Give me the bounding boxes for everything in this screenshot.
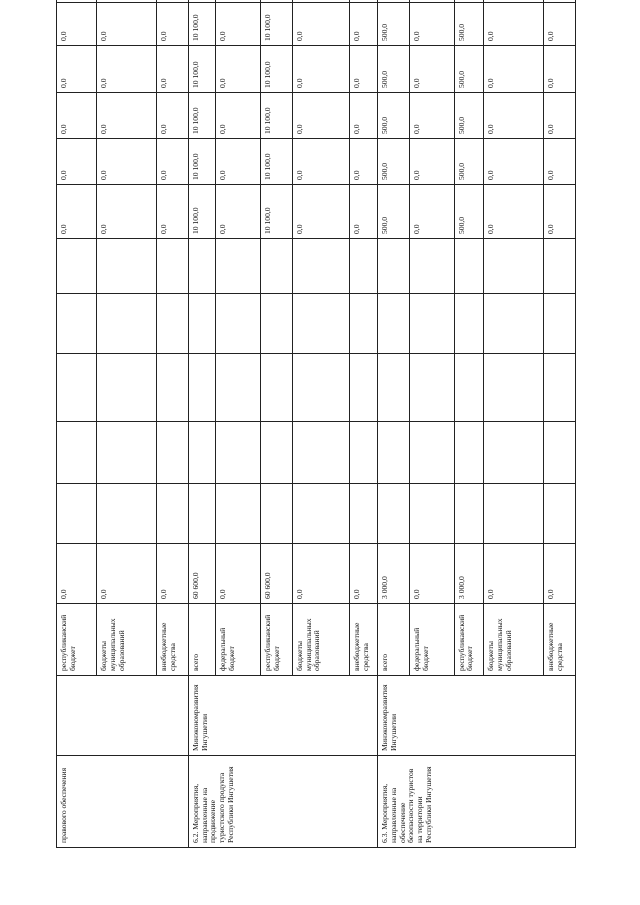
empty-cell [97,422,157,484]
empty-cell [188,294,216,354]
year-value-cell: 0,0 [156,139,188,185]
funding-source-cell: республиканский бюджет [261,604,293,676]
year-value-cell: 500,0 [378,46,410,93]
empty-cell [261,422,293,484]
empty-cell [261,294,293,354]
year-value-cell: 0,0 [156,46,188,93]
measure-name-cell: 6.2. Мероприятия, направленные на продвижение туристского продукта Республики Ингушетия [188,756,377,848]
year-value-cell: 0,0 [409,139,454,185]
empty-cell [350,422,378,484]
year-value-cell: 10 100,0 [261,46,293,93]
funding-source-cell: всего [188,604,216,676]
year-value-cell: 0,0 [293,46,350,93]
year-value-cell: 0,0 [156,185,188,239]
total-cell: 0,0 [156,544,188,604]
year-value-cell: 0,0 [543,46,575,93]
empty-cell [350,239,378,294]
responsible-cell: Минэкономразвития Ингушетии [378,676,576,756]
table-row [378,0,410,848]
year-value-cell [156,0,188,3]
empty-cell [378,354,410,422]
total-cell: 0,0 [350,544,378,604]
total-cell: 3 000,0 [378,544,410,604]
empty-cell [293,422,350,484]
total-cell: 0,0 [543,544,575,604]
empty-cell [216,484,261,544]
empty-cell [409,354,454,422]
year-value-cell: 0,0 [156,3,188,46]
table-body [57,0,576,848]
empty-cell [409,422,454,484]
year-value-cell: 0,0 [350,139,378,185]
empty-cell [188,422,216,484]
year-value-cell: 10 100,0 [188,3,216,46]
total-cell: 60 600,0 [188,544,216,604]
total-cell: 3 000,0 [454,544,484,604]
rotated-page [56,8,576,848]
funding-source-cell: внебюджетные средства [156,604,188,676]
empty-cell [484,484,544,544]
year-value-cell: 10 100,0 [261,3,293,46]
year-value-cell: 0,0 [350,3,378,46]
year-value-cell: 500,0 [378,93,410,139]
year-value-cell: 0,0 [156,93,188,139]
year-value-cell: 0,0 [543,185,575,239]
year-value-cell: 0,0 [97,3,157,46]
year-value-cell: 0,0 [216,185,261,239]
empty-cell [57,422,97,484]
total-cell: 60 600,0 [261,544,293,604]
year-value-cell: 500,0 [454,93,484,139]
year-value-cell [293,0,350,3]
year-value-cell: 0,0 [409,46,454,93]
empty-cell [484,294,544,354]
year-value-cell: 0,0 [350,93,378,139]
financing-table [56,0,576,848]
year-value-cell: 0,0 [216,3,261,46]
year-value-cell: 0,0 [409,93,454,139]
funding-source-cell: бюджеты муниципальных образований [97,604,157,676]
year-value-cell: 0,0 [484,185,544,239]
empty-cell [156,484,188,544]
empty-cell [156,294,188,354]
empty-cell [543,294,575,354]
year-value-cell: 0,0 [57,185,97,239]
year-value-cell: 0,0 [350,46,378,93]
empty-cell [350,354,378,422]
year-value-cell [261,0,293,3]
empty-cell [293,484,350,544]
funding-source-cell: внебюджетные средства [350,604,378,676]
year-value-cell: 0,0 [484,3,544,46]
year-value-cell [378,0,410,3]
year-value-cell [454,0,484,3]
empty-cell [484,239,544,294]
year-value-cell [97,0,157,3]
year-value-cell [484,0,544,3]
empty-cell [188,484,216,544]
empty-cell [484,422,544,484]
empty-cell [409,294,454,354]
empty-cell [378,239,410,294]
year-value-cell: 0,0 [293,139,350,185]
empty-cell [261,484,293,544]
year-value-cell [188,0,216,3]
year-value-cell: 0,0 [543,139,575,185]
empty-cell [216,422,261,484]
empty-cell [454,422,484,484]
funding-source-cell: федеральный бюджет [409,604,454,676]
total-cell: 0,0 [57,544,97,604]
year-value-cell: 0,0 [484,93,544,139]
year-value-cell: 0,0 [97,185,157,239]
funding-source-cell: бюджеты муниципальных образований [293,604,350,676]
empty-cell [57,484,97,544]
year-value-cell [57,0,97,3]
year-value-cell: 500,0 [454,3,484,46]
year-value-cell: 0,0 [216,139,261,185]
year-value-cell: 0,0 [484,139,544,185]
empty-cell [261,239,293,294]
empty-cell [261,354,293,422]
empty-cell [293,354,350,422]
year-value-cell: 0,0 [57,139,97,185]
funding-source-cell: республиканский бюджет [57,604,97,676]
year-value-cell: 10 100,0 [261,93,293,139]
year-value-cell: 0,0 [57,93,97,139]
table-row [188,0,216,848]
empty-cell [293,239,350,294]
empty-cell [409,239,454,294]
year-value-cell: 0,0 [57,3,97,46]
empty-cell [350,484,378,544]
year-value-cell: 0,0 [543,3,575,46]
funding-source-cell: республиканский бюджет [454,604,484,676]
empty-cell [57,354,97,422]
empty-cell [454,354,484,422]
year-value-cell [543,0,575,3]
year-value-cell: 10 100,0 [188,139,216,185]
measure-name-cell: 6.3. Мероприятия, направленные на обеспечение безопасности туристов на территории Республики Ингушетия [378,756,576,848]
year-value-cell: 0,0 [97,139,157,185]
table-row [57,0,97,848]
year-value-cell: 0,0 [216,93,261,139]
year-value-cell: 0,0 [409,3,454,46]
responsible-cell [57,676,189,756]
measure-name-cell: правового обеспечения [57,756,189,848]
year-value-cell: 10 100,0 [188,93,216,139]
year-value-cell: 0,0 [293,93,350,139]
empty-cell [156,354,188,422]
year-value-cell: 0,0 [543,93,575,139]
empty-cell [409,484,454,544]
total-cell: 0,0 [97,544,157,604]
empty-cell [454,294,484,354]
year-value-cell: 10 100,0 [261,185,293,239]
empty-cell [350,294,378,354]
year-value-cell [409,0,454,3]
year-value-cell: 0,0 [293,185,350,239]
year-value-cell: 0,0 [350,185,378,239]
total-cell: 0,0 [293,544,350,604]
responsible-cell: Минэкономразвития Ингушетии [188,676,377,756]
empty-cell [188,239,216,294]
empty-cell [216,239,261,294]
total-cell: 0,0 [409,544,454,604]
empty-cell [293,294,350,354]
year-value-cell: 500,0 [454,185,484,239]
empty-cell [454,484,484,544]
funding-source-cell: федеральный бюджет [216,604,261,676]
empty-cell [543,484,575,544]
total-cell: 0,0 [484,544,544,604]
year-value-cell: 10 100,0 [261,139,293,185]
funding-source-cell: внебюджетные средства [543,604,575,676]
year-value-cell: 0,0 [97,46,157,93]
funding-source-cell: бюджеты муниципальных образований [484,604,544,676]
year-value-cell: 0,0 [57,46,97,93]
year-value-cell: 10 100,0 [188,46,216,93]
empty-cell [216,354,261,422]
year-value-cell: 0,0 [293,3,350,46]
year-value-cell [216,0,261,3]
year-value-cell: 500,0 [378,3,410,46]
empty-cell [216,294,261,354]
year-value-cell: 500,0 [378,139,410,185]
empty-cell [57,294,97,354]
year-value-cell: 500,0 [454,46,484,93]
year-value-cell: 0,0 [216,46,261,93]
year-value-cell [350,0,378,3]
empty-cell [57,239,97,294]
empty-cell [97,294,157,354]
empty-cell [543,422,575,484]
year-value-cell: 0,0 [484,46,544,93]
empty-cell [156,422,188,484]
year-value-cell: 0,0 [409,185,454,239]
empty-cell [378,422,410,484]
empty-cell [378,294,410,354]
year-value-cell: 10 100,0 [188,185,216,239]
year-value-cell: 500,0 [378,185,410,239]
empty-cell [97,239,157,294]
year-value-cell: 0,0 [97,93,157,139]
empty-cell [454,239,484,294]
empty-cell [97,484,157,544]
empty-cell [188,354,216,422]
empty-cell [484,354,544,422]
empty-cell [543,354,575,422]
empty-cell [543,239,575,294]
funding-source-cell: всего [378,604,410,676]
empty-cell [378,484,410,544]
empty-cell [97,354,157,422]
empty-cell [156,239,188,294]
total-cell: 0,0 [216,544,261,604]
year-value-cell: 500,0 [454,139,484,185]
